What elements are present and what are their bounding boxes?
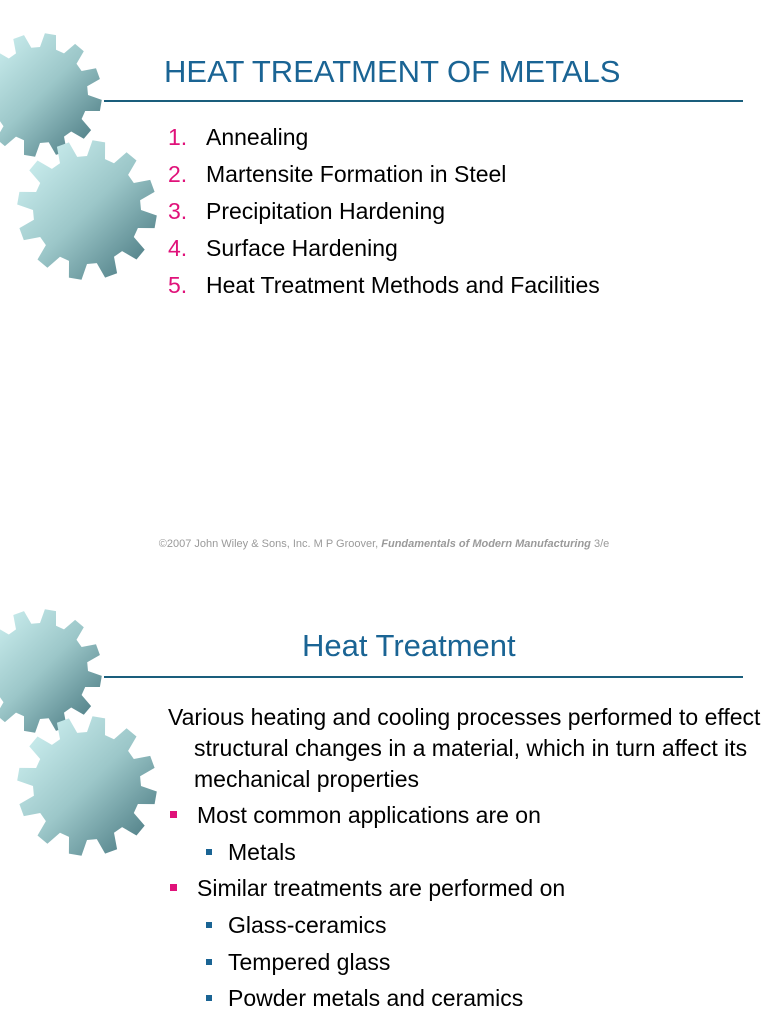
gear-shape — [0, 609, 102, 733]
item-number: 4. — [168, 235, 188, 261]
item-number: 2. — [168, 161, 188, 187]
sub-bullet-text: Powder metals and ceramics — [228, 985, 524, 1011]
item-text: Heat Treatment Methods and Facilities — [206, 272, 600, 298]
list-item — [168, 235, 600, 272]
item-text: Martensite Formation in Steel — [206, 161, 507, 187]
bullet-item — [170, 875, 565, 902]
list-item — [168, 161, 600, 198]
item-number: 1. — [168, 124, 188, 150]
list-item — [168, 272, 600, 309]
gear-icon — [0, 609, 102, 733]
sub-bullet-item — [206, 839, 296, 866]
copyright-footer — [0, 538, 768, 550]
title-divider — [104, 676, 743, 678]
gears-decoration — [0, 576, 170, 866]
sub-bullet-item — [206, 949, 390, 976]
item-text: Surface Hardening — [206, 235, 398, 261]
bullet-text: Similar treatments are performed on — [197, 875, 566, 901]
slide-title: HEAT TREATMENT OF METALS — [164, 54, 621, 89]
sub-bullet-text: Metals — [228, 839, 296, 865]
title-divider — [104, 100, 743, 102]
intro-rest: to effect structural changes in a material, which in turn affect its mechanical properties — [194, 704, 761, 792]
topic-list — [168, 124, 600, 309]
gear-icon — [17, 140, 157, 280]
list-item — [168, 198, 600, 235]
gear-shape — [17, 140, 157, 280]
bullet-icon — [170, 884, 177, 891]
sub-bullet-item — [206, 912, 386, 939]
intro-paragraph — [168, 702, 768, 795]
gear-shape — [17, 716, 157, 856]
gears-decoration — [0, 0, 170, 290]
item-number: 5. — [168, 272, 188, 298]
list-item — [168, 124, 600, 161]
item-text: Precipitation Hardening — [206, 198, 446, 224]
item-number: 3. — [168, 198, 188, 224]
sub-bullet-icon — [206, 849, 212, 855]
bullet-text: Most common applications are on — [197, 802, 541, 828]
sub-bullet-icon — [206, 995, 212, 1001]
slide-2 — [0, 576, 768, 1024]
sub-bullet-item — [206, 985, 523, 1012]
footer-prefix: ©2007 John Wiley & Sons, Inc. M P Groover, — [158, 538, 382, 550]
slide-title: Heat Treatment — [302, 628, 516, 663]
sub-bullet-text: Glass-ceramics — [228, 912, 387, 938]
intro-first-line: Various heating and cooling processes performed — [168, 704, 673, 730]
sub-bullet-icon — [206, 959, 212, 965]
sub-bullet-text: Tempered glass — [228, 949, 391, 975]
footer-book-title: Fundamentals of Modern Manufacturing — [381, 538, 591, 550]
gear-icon — [0, 33, 102, 157]
sub-bullet-icon — [206, 922, 212, 928]
gear-icon — [17, 716, 157, 856]
item-text: Annealing — [206, 124, 309, 150]
bullet-icon — [170, 811, 177, 818]
gear-shape — [0, 33, 102, 157]
footer-edition: 3/e — [590, 538, 610, 550]
bullet-item — [170, 802, 541, 829]
